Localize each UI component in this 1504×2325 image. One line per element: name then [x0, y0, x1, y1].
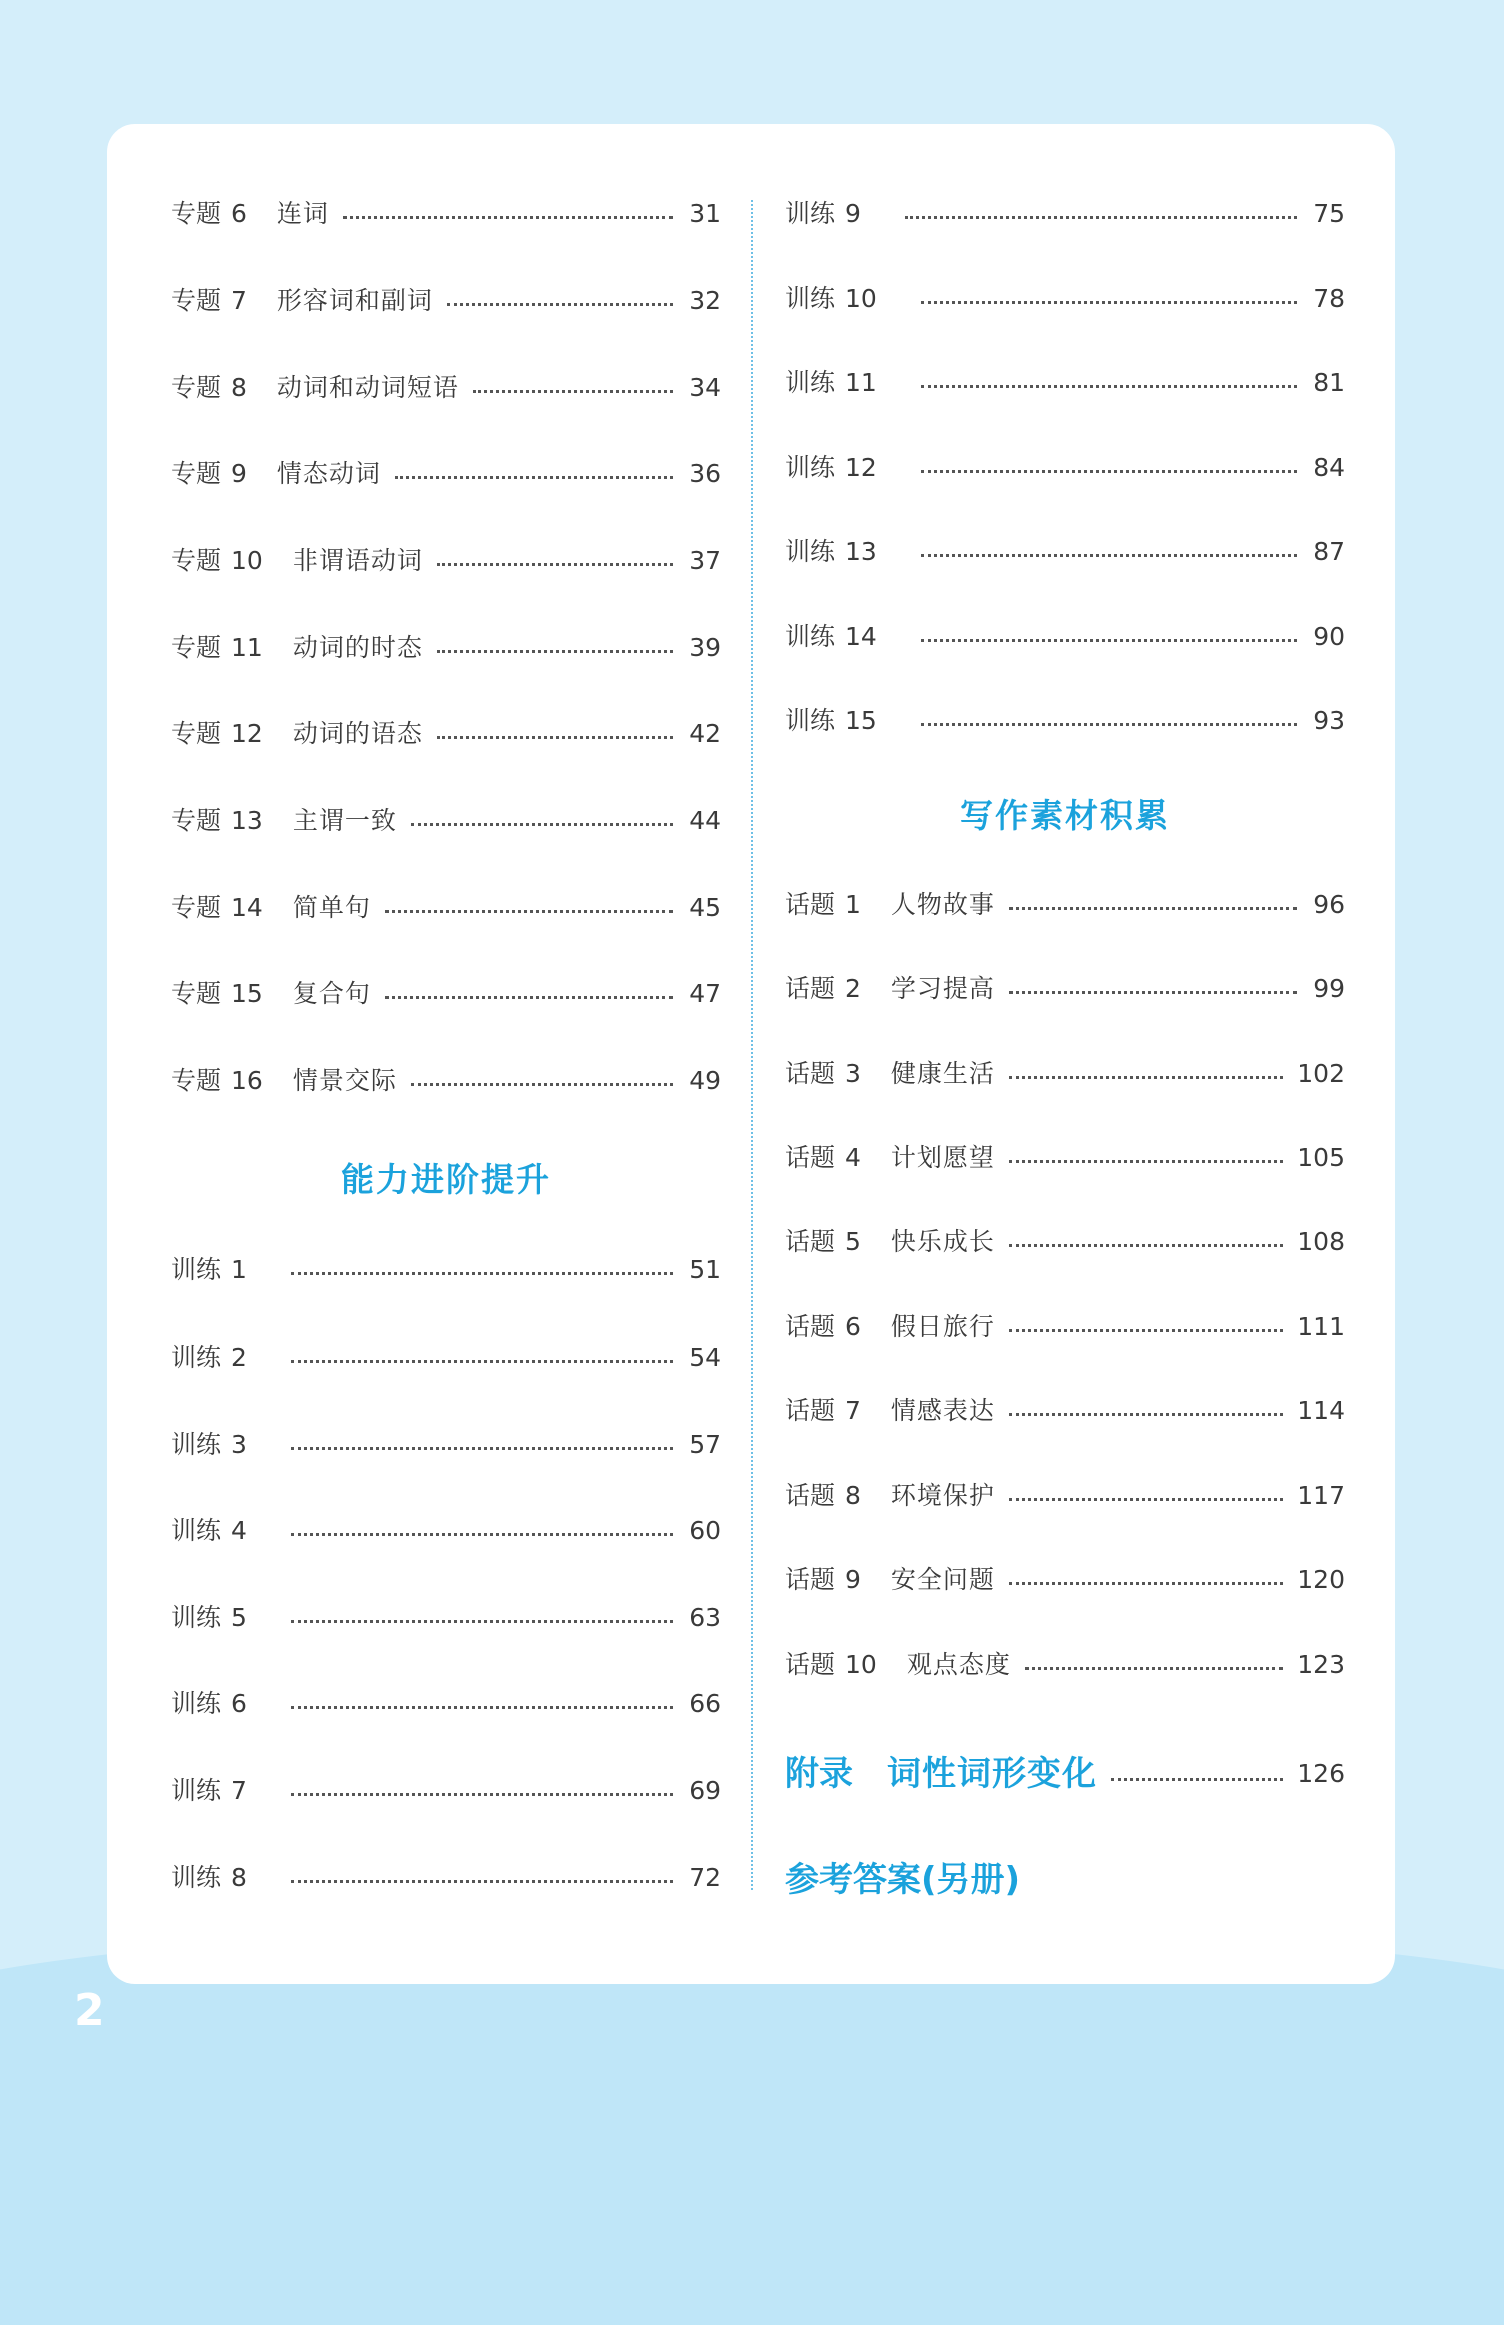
- entry-number: 4: [231, 1516, 247, 1545]
- entry-label: 专题: [171, 719, 222, 748]
- entry-number: 3: [231, 1430, 247, 1459]
- entry-number: 7: [231, 286, 247, 315]
- entry-title: 连词: [276, 199, 329, 228]
- entry-number: 10: [845, 284, 877, 313]
- entry-label: 训练: [171, 1430, 222, 1459]
- entry-page: 87: [1313, 537, 1345, 566]
- toc-entry[interactable]: [785, 1054, 1345, 1094]
- entry-page: 39: [689, 633, 721, 662]
- dot-leader: [395, 476, 673, 479]
- entry-label: 训练: [171, 1603, 222, 1632]
- entry-number: 9: [231, 459, 247, 488]
- entry-label: 话题: [785, 1227, 836, 1256]
- entry-number: 11: [845, 368, 877, 397]
- entry-label: 训练: [171, 1689, 222, 1718]
- entry-number: 3: [845, 1059, 861, 1088]
- appendix-label: 附录: [785, 1754, 853, 1794]
- toc-entry[interactable]: [171, 801, 721, 841]
- dot-leader: [411, 823, 673, 826]
- entry-page: 114: [1297, 1396, 1345, 1425]
- entry-label: 训练: [171, 1776, 222, 1805]
- entry-page: 120: [1297, 1565, 1345, 1594]
- entry-label: 话题: [785, 890, 836, 919]
- entry-page: 105: [1297, 1143, 1345, 1172]
- entry-label: 专题: [171, 373, 222, 402]
- entry-title: 复合句: [292, 979, 371, 1008]
- entry-label: 训练: [785, 199, 836, 228]
- entry-label: 话题: [785, 1565, 836, 1594]
- entry-page: 42: [689, 719, 721, 748]
- entry-title: 动词和动词短语: [276, 373, 459, 402]
- dot-leader: [447, 303, 673, 306]
- entry-number: 12: [845, 453, 877, 482]
- toc-entry[interactable]: [785, 1391, 1345, 1431]
- entry-page: 90: [1313, 622, 1345, 651]
- entry-title: 学习提高: [890, 974, 995, 1003]
- entry-label: 话题: [785, 1481, 836, 1510]
- toc-entry[interactable]: [785, 701, 1345, 741]
- entry-page: 63: [689, 1603, 721, 1632]
- toc-entry[interactable]: [785, 1476, 1345, 1516]
- entry-label: 话题: [785, 974, 836, 1003]
- dot-leader: [1009, 1582, 1283, 1585]
- entry-number: 10: [231, 546, 263, 575]
- entry-number: 2: [845, 974, 861, 1003]
- page-number: 2: [74, 1985, 105, 2036]
- entry-label: 专题: [171, 546, 222, 575]
- dot-leader: [921, 385, 1297, 388]
- entry-number: 9: [845, 199, 861, 228]
- entry-number: 2: [231, 1343, 247, 1372]
- entry-label: 训练: [785, 284, 836, 313]
- entry-page: 78: [1313, 284, 1345, 313]
- dot-leader: [437, 650, 673, 653]
- entry-page: 57: [689, 1430, 721, 1459]
- dot-leader: [1009, 1329, 1283, 1332]
- entry-title: 简单句: [292, 893, 371, 922]
- dot-leader: [921, 639, 1297, 642]
- entry-page: 36: [689, 459, 721, 488]
- toc-entry[interactable]: [171, 541, 721, 581]
- toc-entry[interactable]: [785, 1307, 1345, 1347]
- dot-leader: [385, 996, 673, 999]
- dot-leader: [473, 390, 673, 393]
- appendix-entry[interactable]: [785, 1749, 1345, 1799]
- dot-leader: [1009, 1413, 1283, 1416]
- entry-page: 75: [1313, 199, 1345, 228]
- entry-page: 93: [1313, 706, 1345, 735]
- entry-number: 14: [231, 893, 263, 922]
- entry-number: 6: [231, 1689, 247, 1718]
- dot-leader: [921, 554, 1297, 557]
- dot-leader: [905, 216, 1297, 219]
- entry-number: 15: [231, 979, 263, 1008]
- dot-leader: [291, 1620, 673, 1623]
- entry-page: 72: [689, 1863, 721, 1892]
- column-divider: [751, 200, 753, 1890]
- toc-entry[interactable]: [785, 1560, 1345, 1600]
- entry-page: 54: [689, 1343, 721, 1372]
- entry-page: 102: [1297, 1059, 1345, 1088]
- dot-leader: [343, 216, 673, 219]
- entry-label: 专题: [171, 893, 222, 922]
- toc-card: [107, 124, 1395, 1984]
- toc-entry[interactable]: [785, 532, 1345, 572]
- entry-label: 专题: [171, 806, 222, 835]
- section-heading: 能力进阶提升: [341, 1160, 551, 1199]
- dot-leader: [291, 1793, 673, 1796]
- dot-leader: [1009, 991, 1297, 994]
- entry-title: 动词的时态: [292, 633, 423, 662]
- entry-number: 6: [231, 199, 247, 228]
- entry-page: 117: [1297, 1481, 1345, 1510]
- entry-number: 1: [845, 890, 861, 919]
- answers-entry[interactable]: [785, 1855, 1345, 1905]
- entry-number: 8: [231, 373, 247, 402]
- entry-page: 34: [689, 373, 721, 402]
- entry-number: 10: [845, 1650, 877, 1679]
- section-heading: 写作素材积累: [960, 796, 1170, 835]
- dot-leader: [1009, 1498, 1283, 1501]
- entry-number: 6: [845, 1312, 861, 1341]
- entry-label: 训练: [171, 1516, 222, 1545]
- entry-page: 99: [1313, 974, 1345, 1003]
- toc-entry[interactable]: [171, 194, 721, 234]
- dot-leader: [291, 1533, 673, 1536]
- toc-entry[interactable]: [171, 281, 721, 321]
- entry-title: 观点态度: [906, 1650, 1011, 1679]
- entry-title: 情感表达: [890, 1396, 995, 1425]
- entry-title: 健康生活: [890, 1059, 995, 1088]
- entry-label: 训练: [171, 1343, 222, 1372]
- entry-label: 话题: [785, 1650, 836, 1679]
- dot-leader: [921, 723, 1297, 726]
- entry-label: 话题: [785, 1059, 836, 1088]
- entry-page: 111: [1297, 1312, 1345, 1341]
- entry-label: 训练: [785, 537, 836, 566]
- dot-leader: [291, 1272, 673, 1275]
- entry-number: 14: [845, 622, 877, 651]
- entry-page: 108: [1297, 1227, 1345, 1256]
- entry-label: 话题: [785, 1143, 836, 1172]
- toc-entry[interactable]: [171, 1425, 721, 1465]
- toc-entry[interactable]: [171, 974, 721, 1014]
- toc-entry[interactable]: [171, 1061, 721, 1101]
- toc-entry[interactable]: [785, 617, 1345, 657]
- entry-label: 专题: [171, 979, 222, 1008]
- entry-label: 专题: [171, 633, 222, 662]
- entry-page: 96: [1313, 890, 1345, 919]
- dot-leader: [291, 1360, 673, 1363]
- entry-number: 8: [845, 1481, 861, 1510]
- toc-entry[interactable]: [785, 194, 1345, 234]
- toc-entry[interactable]: [171, 1250, 721, 1290]
- toc-entry[interactable]: [171, 1771, 721, 1811]
- entry-label: 训练: [785, 368, 836, 397]
- entry-title: 形容词和副词: [276, 286, 433, 315]
- toc-entry[interactable]: [785, 1138, 1345, 1178]
- entry-page: 44: [689, 806, 721, 835]
- dot-leader: [1111, 1778, 1283, 1781]
- entry-number: 7: [231, 1776, 247, 1805]
- entry-page: 37: [689, 546, 721, 575]
- entry-page: 123: [1297, 1650, 1345, 1679]
- appendix-title: 词性词形变化: [887, 1754, 1097, 1794]
- entry-page: 32: [689, 286, 721, 315]
- dot-leader: [1009, 1076, 1283, 1079]
- entry-number: 15: [845, 706, 877, 735]
- entry-page: 84: [1313, 453, 1345, 482]
- toc-entry[interactable]: [171, 1511, 721, 1551]
- entry-number: 9: [845, 1565, 861, 1594]
- entry-number: 12: [231, 719, 263, 748]
- entry-page: 66: [689, 1689, 721, 1718]
- entry-number: 1: [231, 1255, 247, 1284]
- dot-leader: [385, 910, 673, 913]
- entry-label: 训练: [785, 706, 836, 735]
- entry-number: 7: [845, 1396, 861, 1425]
- entry-page: 60: [689, 1516, 721, 1545]
- entry-title: 情态动词: [276, 459, 381, 488]
- entry-number: 5: [231, 1603, 247, 1632]
- entry-number: 11: [231, 633, 263, 662]
- toc-entry[interactable]: [171, 628, 721, 668]
- entry-label: 训练: [171, 1863, 222, 1892]
- entry-title: 非谓语动词: [292, 546, 423, 575]
- dot-leader: [1009, 1160, 1283, 1163]
- toc-entry[interactable]: [171, 454, 721, 494]
- entry-number: 8: [231, 1863, 247, 1892]
- dot-leader: [437, 563, 673, 566]
- entry-title: 安全问题: [890, 1565, 995, 1594]
- entry-page: 49: [689, 1066, 721, 1095]
- entry-number: 13: [845, 537, 877, 566]
- toc-entry[interactable]: [785, 1222, 1345, 1262]
- dot-leader: [1009, 907, 1297, 910]
- entry-label: 专题: [171, 286, 222, 315]
- dot-leader: [437, 736, 673, 739]
- dot-leader: [1025, 1667, 1283, 1670]
- entry-label: 训练: [171, 1255, 222, 1284]
- toc-entry[interactable]: [785, 969, 1345, 1009]
- toc-entry[interactable]: [785, 448, 1345, 488]
- toc-entry[interactable]: [785, 885, 1345, 925]
- background-wave: [0, 1925, 1504, 2325]
- entry-page: 45: [689, 893, 721, 922]
- entry-label: 话题: [785, 1396, 836, 1425]
- entry-label: 话题: [785, 1312, 836, 1341]
- entry-title: 快乐成长: [890, 1227, 995, 1256]
- toc-entry[interactable]: [785, 363, 1345, 403]
- entry-page: 81: [1313, 368, 1345, 397]
- entry-label: 专题: [171, 199, 222, 228]
- entry-title: 计划愿望: [890, 1143, 995, 1172]
- dot-leader: [291, 1880, 673, 1883]
- toc-entry[interactable]: [171, 1858, 721, 1898]
- entry-page: 47: [689, 979, 721, 1008]
- entry-title: 人物故事: [890, 890, 995, 919]
- toc-entry[interactable]: [785, 1645, 1345, 1685]
- entry-number: 5: [845, 1227, 861, 1256]
- appendix-page: 126: [1297, 1759, 1345, 1788]
- toc-entry[interactable]: [785, 279, 1345, 319]
- dot-leader: [411, 1083, 673, 1086]
- dot-leader: [291, 1447, 673, 1450]
- entry-label: 专题: [171, 1066, 222, 1095]
- entry-page: 31: [689, 199, 721, 228]
- entry-label: 训练: [785, 453, 836, 482]
- entry-title: 环境保护: [890, 1481, 995, 1510]
- toc-entry[interactable]: [171, 1598, 721, 1638]
- toc-entry[interactable]: [171, 1684, 721, 1724]
- entry-title: 主谓一致: [292, 806, 397, 835]
- entry-label: 专题: [171, 459, 222, 488]
- dot-leader: [921, 301, 1297, 304]
- toc-entry[interactable]: [171, 368, 721, 408]
- entry-number: 13: [231, 806, 263, 835]
- toc-entry[interactable]: [171, 1338, 721, 1378]
- entry-title: 假日旅行: [890, 1312, 995, 1341]
- dot-leader: [291, 1706, 673, 1709]
- entry-page: 69: [689, 1776, 721, 1805]
- entry-title: 动词的语态: [292, 719, 423, 748]
- entry-title: 情景交际: [292, 1066, 397, 1095]
- dot-leader: [921, 470, 1297, 473]
- entry-number: 4: [845, 1143, 861, 1172]
- toc-entry[interactable]: [171, 714, 721, 754]
- dot-leader: [1009, 1244, 1283, 1247]
- toc-entry[interactable]: [171, 888, 721, 928]
- entry-number: 16: [231, 1066, 263, 1095]
- entry-label: 训练: [785, 622, 836, 651]
- entry-page: 51: [689, 1255, 721, 1284]
- answers-title: 参考答案(另册): [785, 1860, 1021, 1900]
